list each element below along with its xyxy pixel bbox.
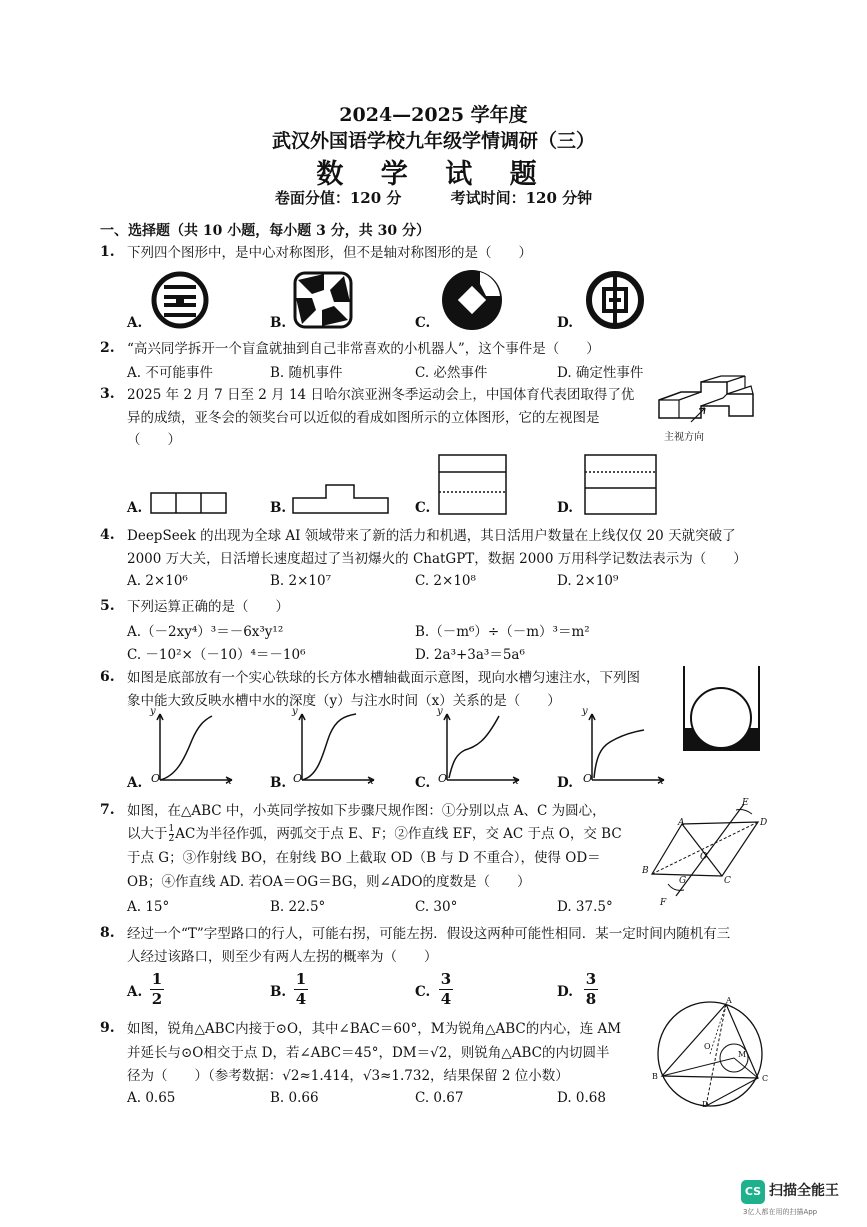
origin-label: O xyxy=(293,772,303,785)
option: D. 37.5° xyxy=(557,899,613,915)
exam-info xyxy=(0,187,867,208)
option-label: A. xyxy=(127,500,143,516)
option-label: D. xyxy=(557,500,573,516)
question-text: “高兴同学拆开一个盲盒就抽到自己非常喜欢的小机器人”，这个事件是（ ） xyxy=(127,341,600,357)
question-text-line: 2025 年 2 月 7 日至 2 月 14 日哈尔滨亚洲冬季运动会上，中国体育代表团取得了优 xyxy=(127,387,635,403)
point-label-d: D xyxy=(760,818,768,828)
q3-option-c-figure xyxy=(438,454,508,516)
option-label: C. xyxy=(415,984,431,1000)
question-text-line: 2000 万大关，日活增长速度超过了当初爆火的 ChatGPT，数据 2000 万用科学记数法表示为（ ） xyxy=(127,551,747,567)
question-number: 8. xyxy=(100,925,115,941)
option-label: B. xyxy=(270,984,287,1000)
text-fragment: AC为半径作弧，两弧交于点 E、F；②作直线 EF，交 AC 于点 O，交 BC xyxy=(175,826,622,842)
q6-graph-a xyxy=(148,708,236,784)
question-number: 4. xyxy=(100,527,115,543)
scanner-subtitle: 3亿人都在用的扫描App xyxy=(743,1208,818,1216)
option-fraction xyxy=(584,970,598,1009)
q6-graph-b xyxy=(290,708,378,784)
option: C. 0.67 xyxy=(415,1090,464,1106)
point-label-a: A xyxy=(726,996,732,1005)
question-text-line: 如图，在△ABC 中，小英同学按如下步骤尺规作图：①分别以点 A、C 为圆心， xyxy=(127,803,606,819)
question-text-line: DeepSeek 的出现为全球 AI 领域带来了新的活力和机遇，其日活用户数量在上线仅仅 20 天就突破了 xyxy=(127,528,736,544)
option-label: D. xyxy=(557,315,573,331)
text-fragment: 以大于 xyxy=(127,826,168,842)
question-text-line: 经过一个“T”字型路口的行人，可能右拐，可能左拐．假设这两种可能性相同．某一定时间内随机有三 xyxy=(127,926,731,942)
question-number: 3. xyxy=(100,386,115,402)
q3-option-a-figure xyxy=(150,492,228,514)
fraction-denominator: 8 xyxy=(585,990,597,1008)
axis-label-x: x xyxy=(368,776,374,787)
axis-label-x: x xyxy=(658,776,664,787)
question-number: 2. xyxy=(100,340,115,356)
q1-figure-a xyxy=(150,270,210,330)
option: B. 22.5° xyxy=(270,899,326,915)
exam-subject-title: 数 学 试 题 xyxy=(316,159,551,190)
option: A. 不可能事件 xyxy=(127,365,213,381)
option: D. 2×10⁹ xyxy=(557,573,619,589)
q1-figure-d xyxy=(585,270,645,330)
question-number: 6. xyxy=(100,669,115,685)
option-label: D. xyxy=(557,984,573,1000)
question-number: 7. xyxy=(100,802,115,818)
question-text-line: 径为（ ）（参考数据：√2≈1.414，√3≈1.732，结果保留 2 位小数） xyxy=(127,1068,569,1084)
question-text-line: OB；④作直线 AD. 若OA＝OG＝BG，则∠ADO的度数是（ ） xyxy=(127,874,531,890)
fraction-denominator: 4 xyxy=(295,990,307,1008)
section-heading: 一、选择题（共 10 小题，每小题 3 分，共 30 分） xyxy=(100,223,430,239)
q3-option-d-figure xyxy=(584,454,658,516)
fraction-numerator: 1 xyxy=(168,824,175,834)
origin-label: O xyxy=(583,772,593,785)
q7-geometry-figure xyxy=(640,800,772,900)
question-text-line: 于点 G；③作射线 BO，在射线 BO 上截取 OD（B 与 D 不重合），使得 OD＝ xyxy=(127,850,601,866)
question-number: 1. xyxy=(100,244,115,260)
option-label: C. xyxy=(415,315,431,331)
option-label: C. xyxy=(415,775,431,791)
axis-label-y: y xyxy=(150,706,156,717)
option: D. 2a³+3a³＝5a⁶ xyxy=(415,647,525,663)
question-number: 9. xyxy=(100,1020,115,1036)
option-label: D. xyxy=(557,775,573,791)
point-label-m: M xyxy=(738,1050,747,1059)
point-label-c: C xyxy=(762,1074,769,1083)
exam-score: 卷面分值：120 分 xyxy=(274,189,402,207)
point-label-c: C xyxy=(724,876,731,886)
q3-podium-figure xyxy=(655,378,763,426)
option-fraction xyxy=(439,970,453,1009)
point-label-o: O xyxy=(704,1042,711,1051)
question-text-line: 异的成绩，亚冬会的领奖台可以近似的看成如图所示的立体图形，它的左视图是 xyxy=(127,410,600,426)
point-label-g: G xyxy=(679,876,687,886)
option-label: A. xyxy=(127,775,143,791)
q9-circle-figure xyxy=(650,1000,772,1108)
option: C. 必然事件 xyxy=(415,365,488,381)
q6-graph-d xyxy=(580,708,668,784)
point-label-b: B xyxy=(652,1072,658,1081)
exam-time: 考试时间：120 分钟 xyxy=(450,189,593,207)
option: B. 2×10⁷ xyxy=(270,573,331,589)
option: A.（－2xy⁴）³＝－6x³y¹² xyxy=(127,624,284,640)
option: D. 0.68 xyxy=(557,1090,606,1106)
question-text-line: 如图是底部放有一个实心铁球的长方体水槽轴截面示意图，现向水槽匀速注水，下列图 xyxy=(127,670,640,686)
option: D. 确定性事件 xyxy=(557,365,644,381)
question-text-line: 象中能大致反映水槽中水的深度（y）与注水时间（x）关系的是（ ） xyxy=(127,693,561,709)
option-fraction xyxy=(294,970,308,1009)
exam-year: 2024—2025 学年度 xyxy=(339,104,528,126)
option-fraction xyxy=(150,970,164,1009)
question-text-line: 并延长与⊙O相交于点 D，若∠ABC＝45°，DM＝√2，则锐角△ABC的内切圆半 xyxy=(127,1045,610,1061)
option: B. 0.66 xyxy=(270,1090,319,1106)
q1-figure-c xyxy=(440,268,504,332)
scanner-title: 扫描全能王 xyxy=(769,1183,839,1199)
question-text: 下列四个图形中，是中心对称图形，但不是轴对称图形的是（ ） xyxy=(127,245,532,261)
point-label-f: F xyxy=(660,898,667,908)
scanner-watermark xyxy=(741,1178,853,1218)
fraction xyxy=(169,825,175,844)
axis-label-y: y xyxy=(437,706,443,717)
q6-graph-c xyxy=(435,708,523,784)
option-label: A. xyxy=(127,984,143,1000)
point-label-a: A xyxy=(678,818,685,828)
fraction-denominator: 4 xyxy=(440,990,452,1008)
origin-label: O xyxy=(438,772,448,785)
option: A. 2×10⁶ xyxy=(127,573,188,589)
option: B.（－m⁶）÷（－m）³＝m² xyxy=(415,624,590,640)
option-label: B. xyxy=(270,500,287,516)
q3-option-b-figure xyxy=(292,484,390,514)
axis-label-y: y xyxy=(582,706,588,717)
question-text: 下列运算正确的是（ ） xyxy=(127,599,289,615)
option-label: C. xyxy=(415,500,431,516)
origin-label: O xyxy=(151,772,161,785)
fraction-numerator: 1 xyxy=(151,970,163,988)
question-text-line: （ ） xyxy=(127,432,181,448)
option: A. 15° xyxy=(127,899,170,915)
option-label: B. xyxy=(270,315,287,331)
axis-label-x: x xyxy=(226,776,232,787)
option: C. －10²×（－10）⁴＝－10⁶ xyxy=(127,647,306,663)
fraction-denominator: 2 xyxy=(168,834,175,844)
question-text-line: 如图，锐角△ABC内接于⊙O，其中∠BAC＝60°，M为锐角△ABC的内心，连 AM xyxy=(127,1021,622,1037)
scanner-logo-icon: CS xyxy=(741,1180,765,1204)
fraction-numerator: 3 xyxy=(585,970,597,988)
question-text-line: 人经过该路口，则至少有两人左拐的概率为（ ） xyxy=(127,949,438,965)
point-label-d: D xyxy=(702,1100,709,1109)
axis-label-y: y xyxy=(292,706,298,717)
point-label-e: E xyxy=(742,798,749,808)
fraction-denominator: 2 xyxy=(151,990,163,1008)
question-text-line xyxy=(127,824,622,844)
fraction-numerator: 3 xyxy=(440,970,452,988)
option: C. 2×10⁸ xyxy=(415,573,476,589)
point-label-o: O xyxy=(700,852,708,862)
exam-school: 武汉外国语学校九年级学情调研（三） xyxy=(271,130,595,152)
option-label: A. xyxy=(127,315,143,331)
option-label: B. xyxy=(270,775,287,791)
q6-water-tank-figure xyxy=(683,666,761,752)
question-number: 5. xyxy=(100,598,115,614)
axis-label-x: x xyxy=(513,776,519,787)
figure-caption: 主视方向 xyxy=(664,432,704,443)
q1-figure-b xyxy=(292,270,354,330)
option: A. 0.65 xyxy=(127,1090,176,1106)
point-label-b: B xyxy=(642,866,649,876)
option: B. 随机事件 xyxy=(270,365,343,381)
fraction-numerator: 1 xyxy=(295,970,307,988)
option: C. 30° xyxy=(415,899,458,915)
